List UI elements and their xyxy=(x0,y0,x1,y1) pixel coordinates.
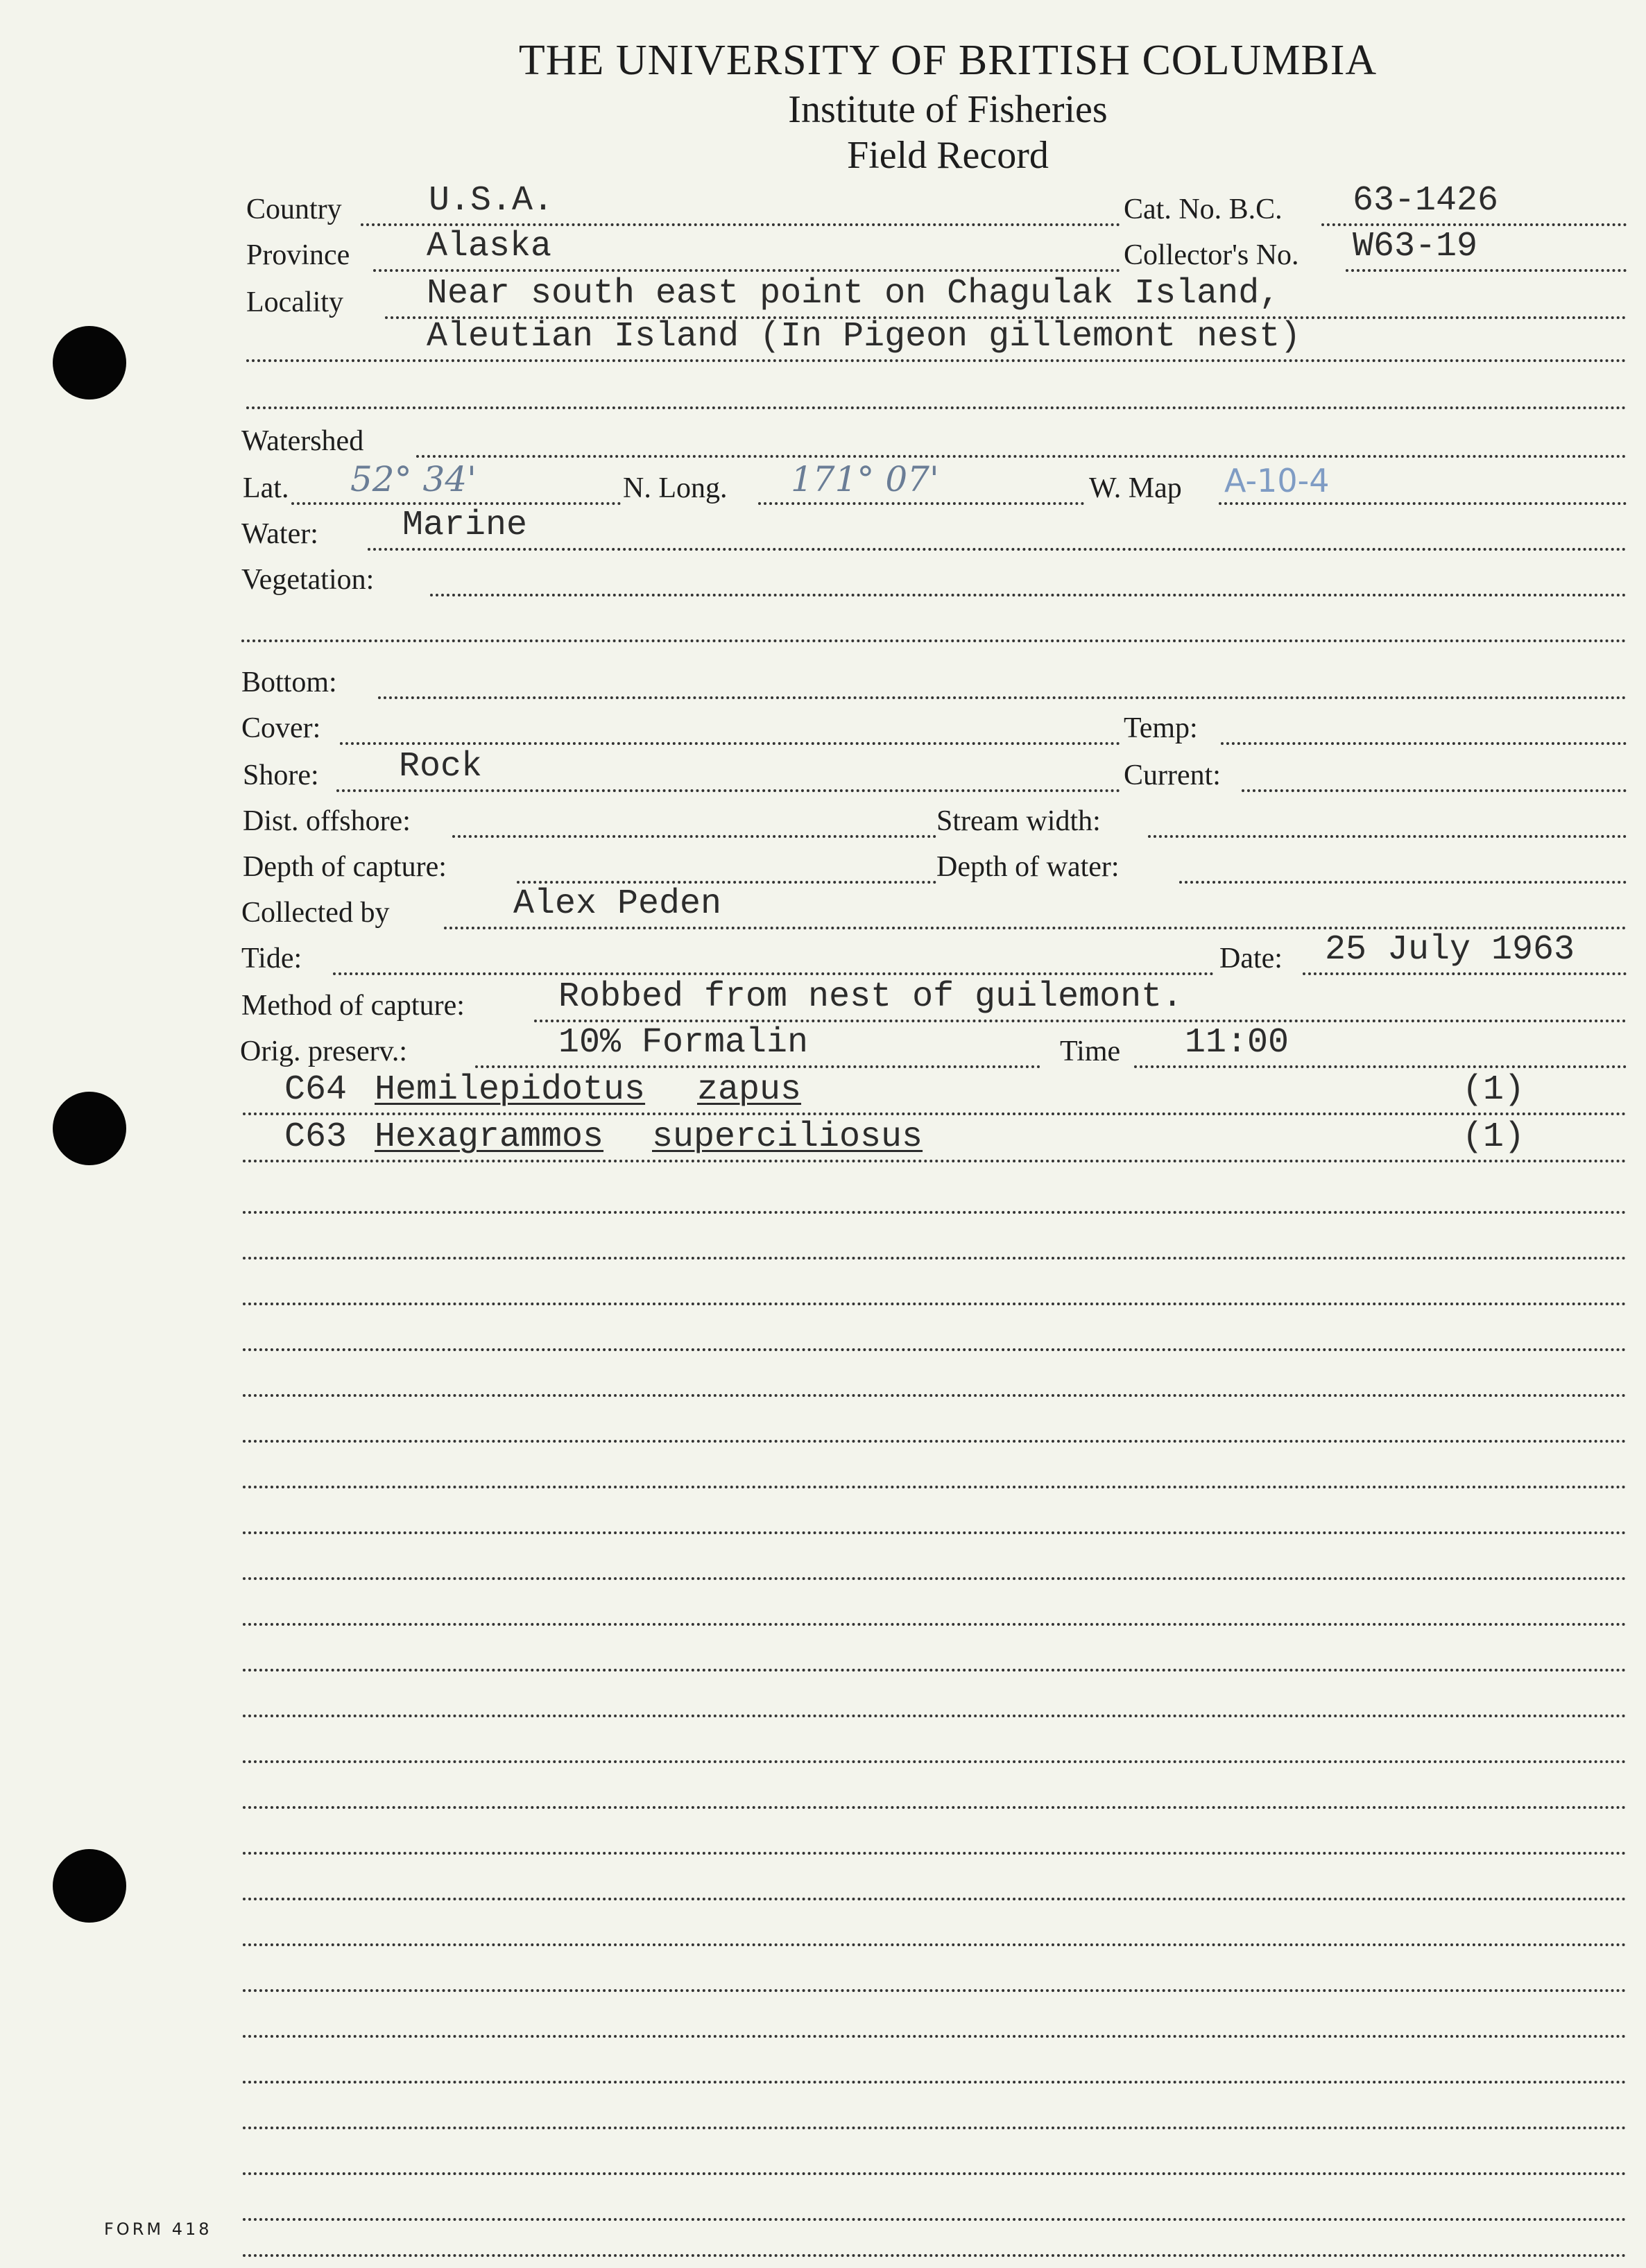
long-value: 171° 07' xyxy=(791,459,939,499)
department-title: Institute of Fisheries xyxy=(788,88,1108,131)
province-value: Alaska xyxy=(427,227,552,266)
binder-hole-bottom xyxy=(53,1849,126,1923)
watershed-row xyxy=(0,419,1646,465)
map-label: W. Map xyxy=(1089,472,1182,504)
specimen-species: superciliosus xyxy=(652,1117,923,1157)
vegetation-label: Vegetation: xyxy=(241,564,375,596)
current-label: Current: xyxy=(1124,759,1221,791)
water-label: Water: xyxy=(241,518,318,550)
shore-label: Shore: xyxy=(243,759,319,791)
offshore-row xyxy=(0,799,1646,845)
collectors-no-label: Collector's No. xyxy=(1124,239,1299,271)
water-row xyxy=(0,506,1646,558)
date-value: 25 July 1963 xyxy=(1325,930,1575,970)
stream-width-label: Stream width: xyxy=(936,805,1101,837)
bottom-row xyxy=(0,660,1646,706)
depth-capture-label: Depth of capture: xyxy=(243,851,447,883)
blank-line xyxy=(243,2254,1627,2257)
locality-row-2 xyxy=(0,317,1646,369)
depth-water-label: Depth of water: xyxy=(936,851,1120,883)
shore-value: Rock xyxy=(399,747,483,787)
blank-line xyxy=(243,1303,1627,1305)
lat-value: 52° 34' xyxy=(350,459,477,499)
form-title: Field Record xyxy=(847,134,1049,177)
form-number: FORM 418 xyxy=(104,2219,212,2239)
coordinates-row xyxy=(0,459,1646,512)
vegetation-row xyxy=(0,558,1646,603)
preservation-row xyxy=(0,1023,1646,1075)
blank-line xyxy=(243,1348,1627,1351)
blank-line xyxy=(243,1806,1627,1809)
specimen-genus: Hemilepidotus xyxy=(375,1070,646,1110)
blank-line xyxy=(243,1211,1627,1214)
depth-row xyxy=(0,845,1646,891)
long-label: N. Long. xyxy=(623,472,728,504)
blank-line xyxy=(243,1486,1627,1488)
specimen-row xyxy=(0,1117,1646,1169)
orig-preserv-label: Orig. preserv.: xyxy=(240,1036,408,1067)
blank-line xyxy=(243,1669,1627,1672)
province-row xyxy=(0,227,1646,279)
blank-line xyxy=(243,1760,1627,1763)
method-row xyxy=(0,977,1646,1029)
blank-line xyxy=(243,2081,1627,2084)
blank-line xyxy=(243,1852,1627,1855)
country-label: Country xyxy=(246,194,342,225)
blank-line xyxy=(243,1257,1627,1260)
institution-title: THE UNIVERSITY OF BRITISH COLUMBIA xyxy=(518,37,1378,84)
blank-line xyxy=(243,1394,1627,1397)
lat-label: Lat. xyxy=(243,472,289,504)
specimen-code: C64 xyxy=(284,1070,348,1110)
blank-line xyxy=(243,1440,1627,1443)
shore-row xyxy=(0,747,1646,799)
province-label: Province xyxy=(246,239,350,271)
locality-line-2: Aleutian Island (In Pigeon gillemont nest) xyxy=(427,317,1301,356)
country-value: U.S.A. xyxy=(429,181,554,221)
water-value: Marine xyxy=(402,506,528,545)
blank-line xyxy=(243,1989,1627,1992)
blank-line xyxy=(243,2035,1627,2038)
specimen-species: zapus xyxy=(697,1070,802,1110)
tide-label: Tide: xyxy=(241,943,302,974)
cat-no-label: Cat. No. B.C. xyxy=(1124,194,1283,225)
time-label: Time xyxy=(1060,1036,1121,1067)
blank-line xyxy=(243,1531,1627,1534)
blank-line xyxy=(243,2218,1627,2221)
dist-offshore-label: Dist. offshore: xyxy=(243,805,411,837)
specimen-count: (1) xyxy=(1462,1070,1525,1110)
specimen-row xyxy=(0,1070,1646,1122)
temp-label: Temp: xyxy=(1124,712,1198,744)
bottom-label: Bottom: xyxy=(241,667,337,698)
map-value: A-10-4 xyxy=(1224,462,1330,499)
blank-line xyxy=(246,406,1627,409)
blank-line xyxy=(243,1577,1627,1580)
time-value: 11:00 xyxy=(1185,1023,1289,1063)
specimen-genus: Hexagrammos xyxy=(375,1117,604,1157)
method-value: Robbed from nest of guilemont. xyxy=(558,977,1183,1017)
orig-preserv-value: 10% Formalin xyxy=(558,1023,809,1063)
cover-label: Cover: xyxy=(241,712,321,744)
collected-by-label: Collected by xyxy=(241,897,390,929)
method-label: Method of capture: xyxy=(241,990,465,1022)
specimen-code: C63 xyxy=(284,1117,348,1157)
tide-row xyxy=(0,930,1646,982)
blank-line xyxy=(241,639,1627,642)
blank-line xyxy=(243,1943,1627,1946)
specimen-count: (1) xyxy=(1462,1117,1525,1157)
watershed-label: Watershed xyxy=(241,425,364,457)
collectors-no-value: W63-19 xyxy=(1353,227,1478,266)
blank-line xyxy=(243,1715,1627,1717)
blank-line xyxy=(243,2127,1627,2129)
cat-no-value: 63-1426 xyxy=(1353,181,1499,221)
cover-row xyxy=(0,706,1646,752)
collected-by-value: Alex Peden xyxy=(513,884,722,924)
blank-line xyxy=(243,1623,1627,1626)
blank-line xyxy=(243,2172,1627,2175)
date-label: Date: xyxy=(1219,943,1283,974)
locality-label: Locality xyxy=(246,286,343,318)
blank-line xyxy=(243,1898,1627,1900)
locality-line-1: Near south east point on Chagulak Island, xyxy=(427,274,1280,313)
